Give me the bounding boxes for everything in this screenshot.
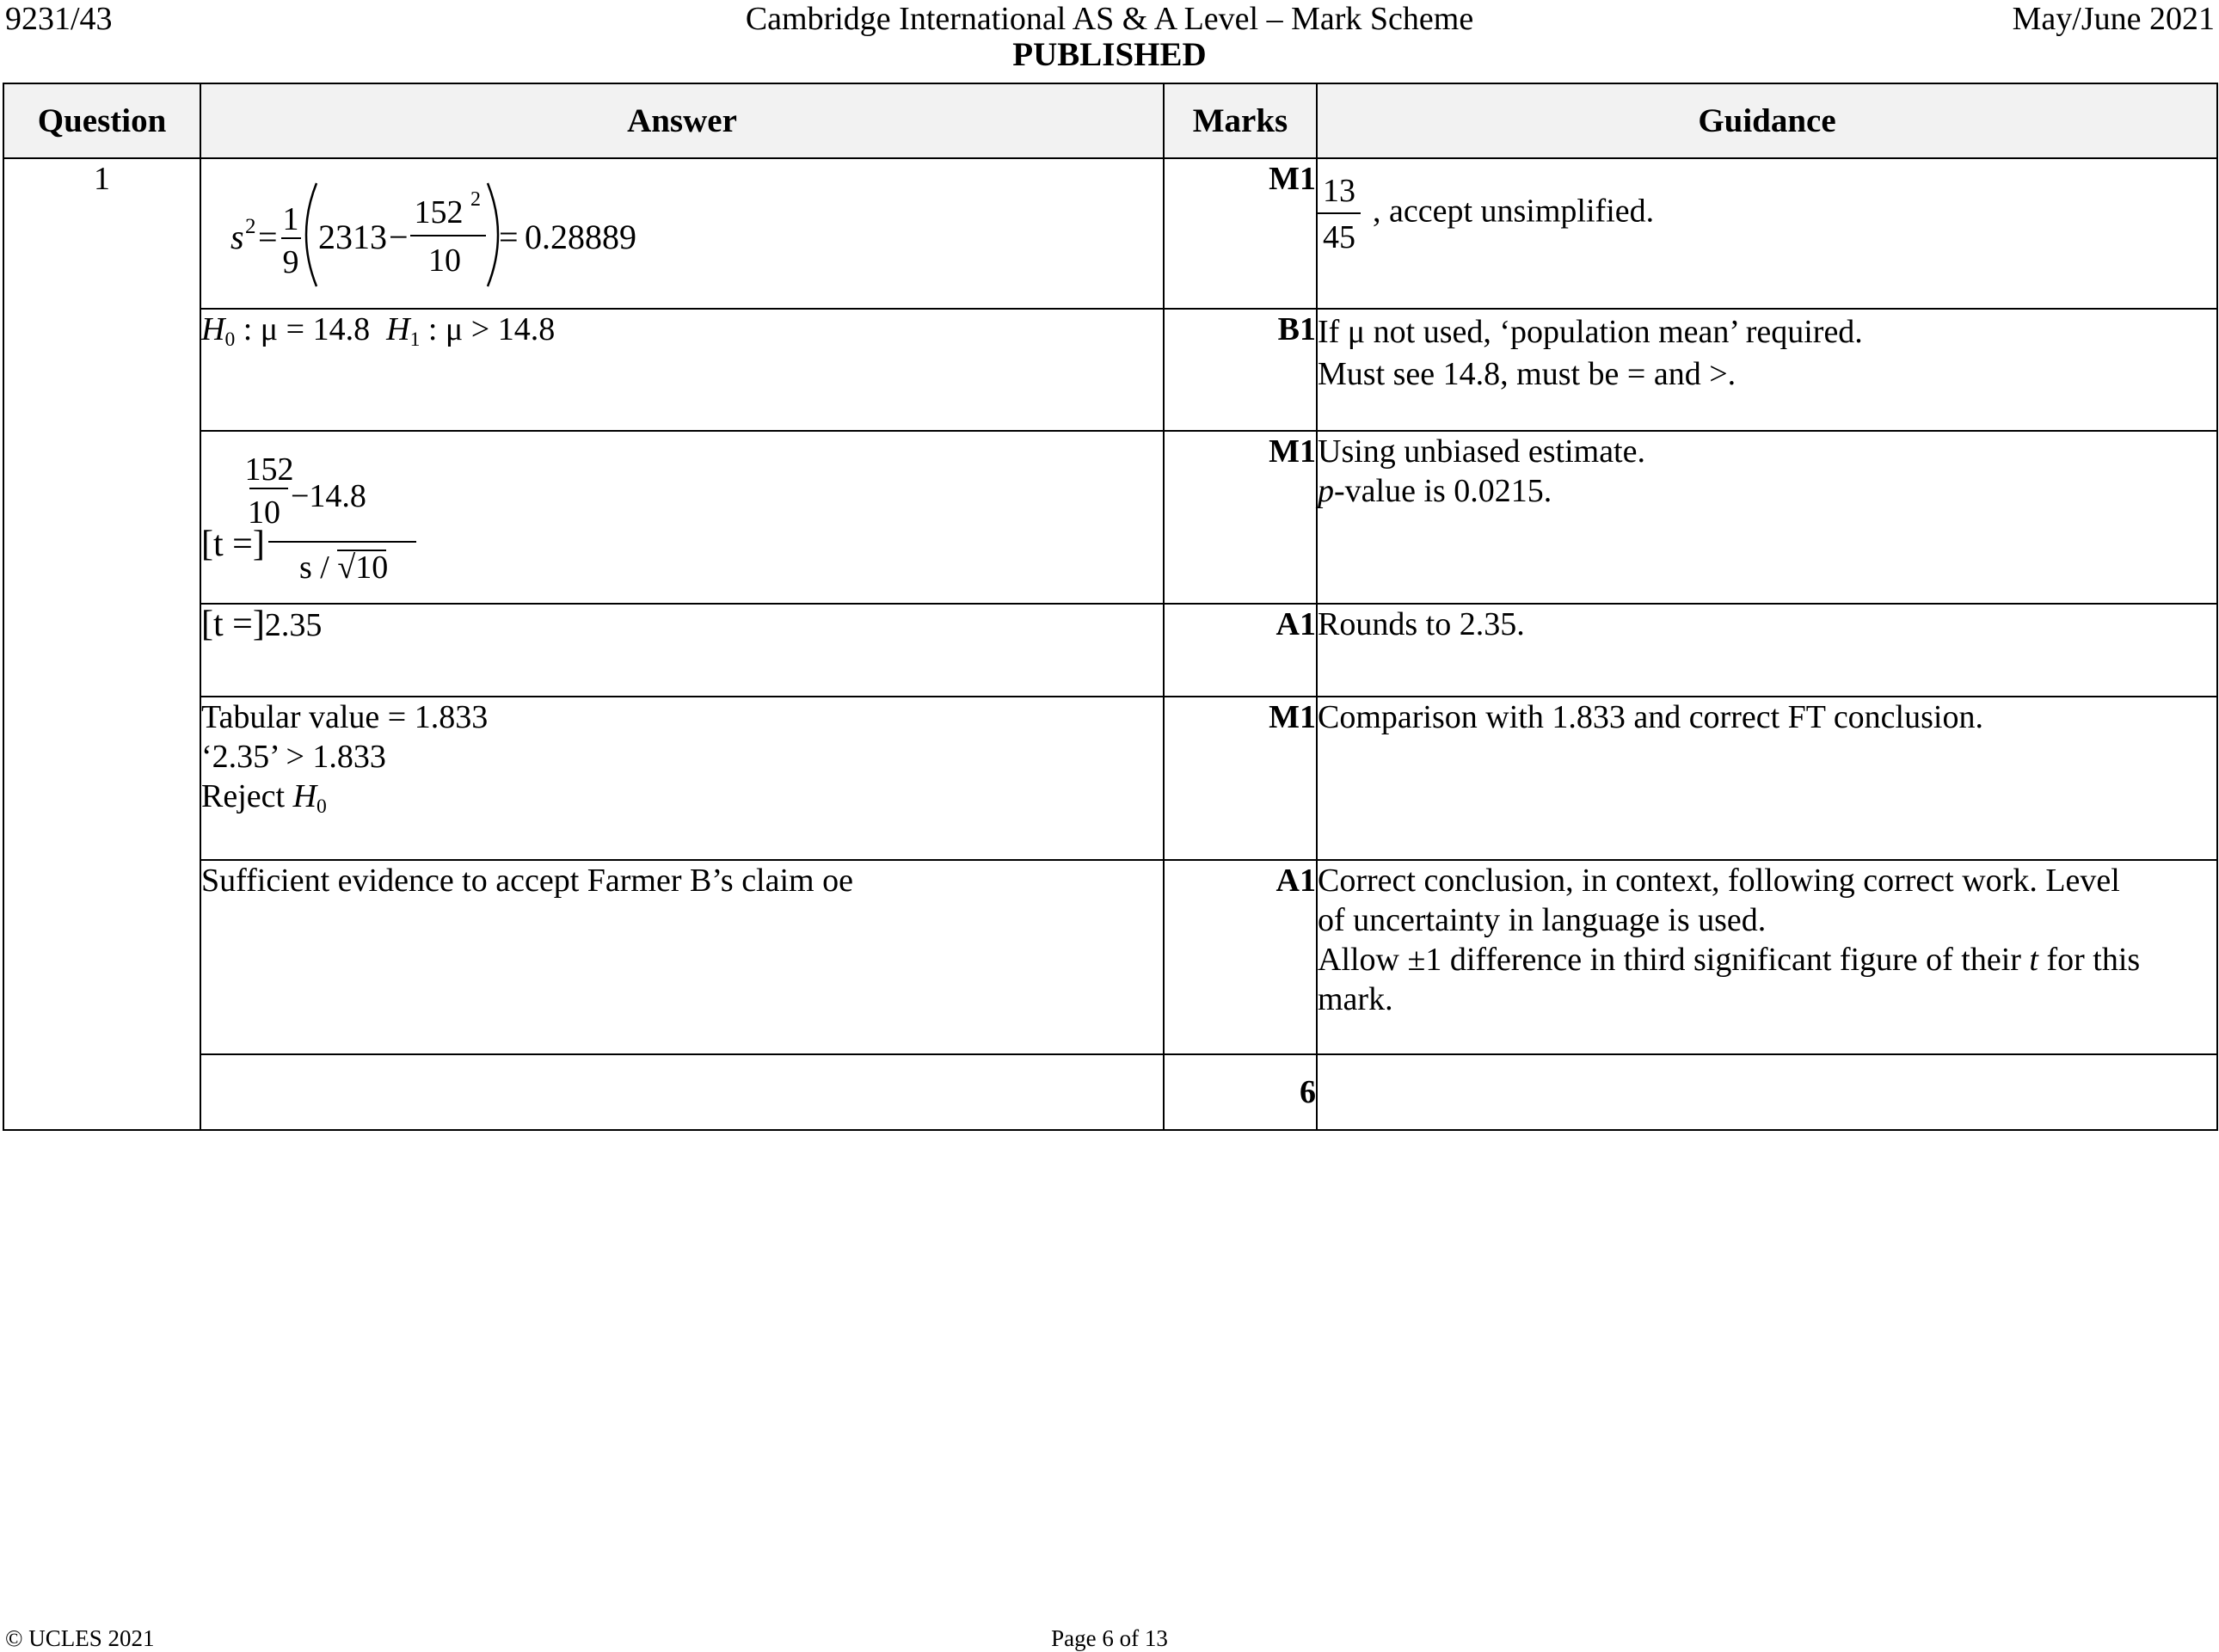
math-s: s (231, 218, 244, 256)
mark-cell: B1 (1164, 309, 1317, 431)
math-minus-14-8: −14.8 (291, 478, 366, 514)
t-result: 2.35 (264, 607, 323, 643)
guidance-line: Using unbiased estimate. (1318, 433, 1645, 470)
math-exponent: 2 (470, 188, 481, 211)
math-10: 10 (248, 494, 280, 531)
answer-line: ‘2.35’ > 1.833 (201, 739, 386, 775)
guidance-cell (1317, 431, 2217, 604)
guidance-cell (1317, 860, 2217, 1054)
question-number: 1 (3, 158, 200, 1130)
guidance-line: mark. (1318, 981, 1393, 1017)
hypotheses (201, 311, 556, 352)
guidance-line (1318, 940, 2216, 980)
guidance-cell (1317, 1054, 2217, 1130)
reject-text: Reject (201, 778, 293, 814)
answer-cell (200, 604, 1164, 697)
alternative-hypothesis-text: : μ > 14.8 (420, 311, 556, 347)
mark-cell: A1 (1164, 604, 1317, 697)
guidance-line: If μ not used, ‘population mean’ required. (1318, 314, 1863, 350)
variance-formula (201, 163, 683, 292)
math-10: 10 (428, 243, 461, 279)
exam-session: May/June 2021 (2012, 1, 2215, 37)
mark-scheme-table (3, 83, 2218, 1131)
answer-cell (200, 431, 1164, 604)
guidance-text: Allow ±1 difference in third significant figure of their (1318, 942, 2030, 978)
guidance-line: Must see 14.8, must be = and >. (1318, 356, 1736, 392)
h1-subscript: 1 (409, 329, 421, 352)
math-152: 152 (414, 194, 464, 230)
t-symbol: t (2029, 942, 2038, 978)
guidance-line (1318, 471, 2216, 511)
math-152: 152 (244, 451, 294, 488)
h0-subscript: 0 (317, 795, 327, 819)
table-row (3, 158, 2217, 309)
guidance-cell (1317, 604, 2217, 697)
column-header-question: Question (3, 83, 200, 158)
table-row (3, 604, 2217, 697)
copyright: © UCLES 2021 (5, 1625, 155, 1651)
guidance-line: of uncertainty in language is used. (1318, 902, 1767, 938)
column-header-marks: Marks (1164, 83, 1317, 158)
fraction-numerator: 13 (1318, 171, 1361, 214)
t-label: [t =] (201, 605, 265, 644)
math-denominator: s / √10 (299, 550, 389, 586)
math-result: 0.28889 (525, 218, 636, 256)
p-symbol: p (1318, 473, 1334, 509)
math-2313: 2313 (318, 218, 387, 256)
fraction-denominator: 45 (1323, 219, 1355, 255)
h0-symbol: H (292, 778, 317, 814)
guidance-fraction (1318, 171, 1361, 257)
p-value-text: -value is 0.0215. (1334, 473, 1552, 509)
guidance-cell (1317, 697, 2217, 860)
guidance-line: Comparison with 1.833 and correct FT conclusion. (1318, 699, 1983, 735)
answer-cell (200, 158, 1164, 309)
total-mark: 6 (1164, 1054, 1317, 1130)
guidance-text: , accept unsimplified. (1373, 193, 1655, 230)
guidance-text: for this (2038, 942, 2141, 978)
answer-line: Tabular value = 1.833 (201, 699, 489, 735)
math-t-label: [t =] (201, 525, 265, 564)
mark-cell: A1 (1164, 860, 1317, 1054)
table-row (3, 431, 2217, 604)
answer-cell (200, 309, 1164, 431)
mark-cell: M1 (1164, 158, 1317, 309)
table-row (3, 697, 2217, 860)
mark-cell: M1 (1164, 697, 1317, 860)
guidance-line: Rounds to 2.35. (1318, 606, 1525, 642)
table-row (3, 309, 2217, 431)
math-denominator: 9 (282, 244, 299, 280)
published-label: PUBLISHED (1012, 36, 1207, 73)
math-numerator: 1 (282, 201, 299, 237)
h0-subscript: 0 (224, 329, 236, 352)
answer-cell (200, 1054, 1164, 1130)
math-equals: = (499, 218, 519, 256)
answer-line (201, 777, 1163, 826)
math-equals: = (258, 218, 278, 256)
guidance-cell (1317, 158, 2217, 309)
column-header-guidance: Guidance (1317, 83, 2217, 158)
math-minus: − (389, 218, 409, 256)
mark-cell: M1 (1164, 431, 1317, 604)
page-number: Page 6 of 13 (1051, 1625, 1168, 1651)
guidance-line: Correct conclusion, in context, following correct work. Level (1318, 863, 2120, 899)
column-header-answer: Answer (200, 83, 1164, 158)
t-statistic-formula (201, 437, 511, 586)
t-value (201, 607, 322, 643)
guidance-cell (1317, 309, 2217, 431)
answer-line: Sufficient evidence to accept Farmer B’s claim oe (201, 863, 853, 899)
table-row (3, 860, 2217, 1054)
answer-cell (200, 860, 1164, 1054)
exam-code: 9231/43 (5, 1, 113, 37)
math-left-paren (306, 183, 317, 286)
table-header-row (3, 83, 2217, 158)
h1-symbol: H (386, 311, 410, 347)
document-title: Cambridge International AS & A Level – Mark Scheme (745, 1, 1474, 37)
math-right-paren (488, 183, 498, 286)
null-hypothesis-text: : μ = 14.8 (235, 311, 387, 347)
answer-cell (200, 697, 1164, 860)
math-exponent: 2 (245, 215, 256, 238)
table-row-total (3, 1054, 2217, 1130)
h0-symbol: H (201, 311, 225, 347)
